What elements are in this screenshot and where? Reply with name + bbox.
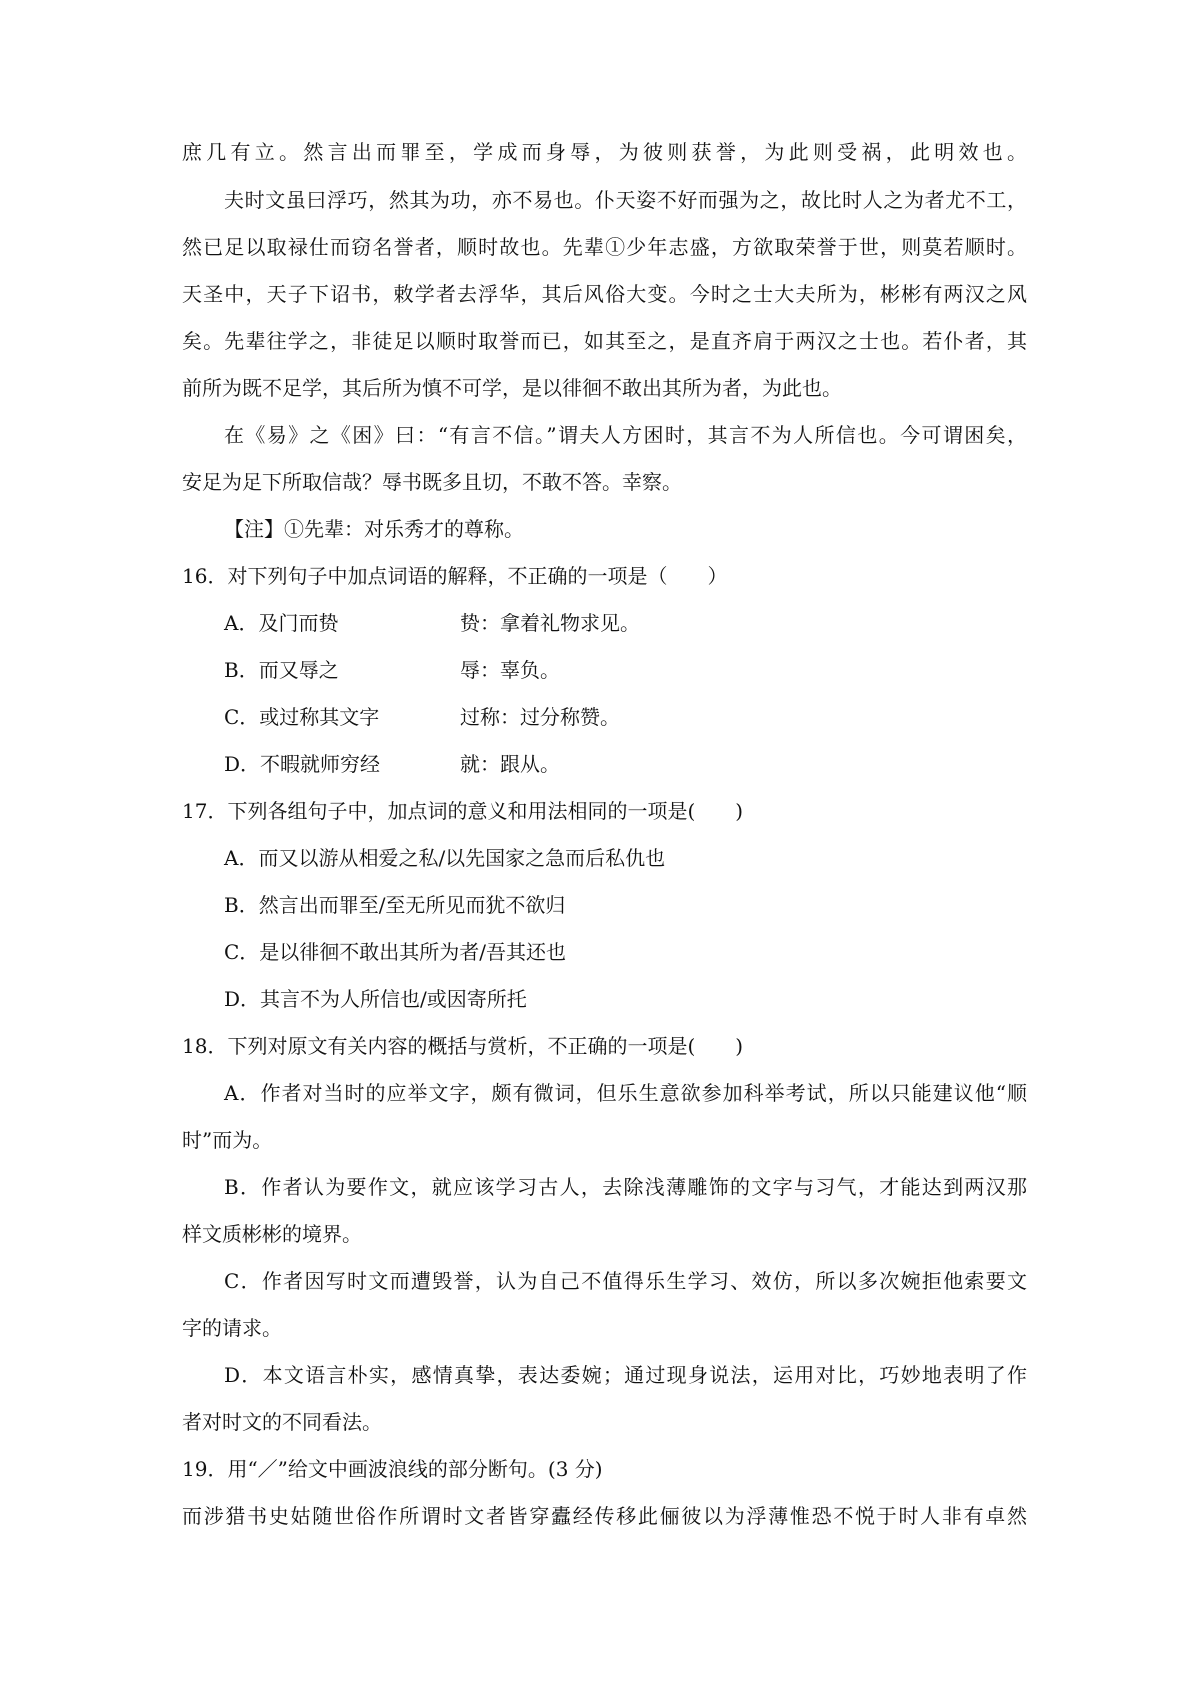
q16-option-gloss: 过称：过分称赞。: [460, 705, 620, 729]
q16-option-text: C．或过称其文字: [224, 705, 380, 729]
note: 【注】①先辈：对乐秀才的尊称。: [224, 517, 524, 541]
question-16-stem: 16．对下列句子中加点词语的解释，不正确的一项是（ ）: [182, 564, 728, 588]
q17-option: C．是以徘徊不敢出其所为者/吾其还也: [224, 940, 567, 964]
q16-option: [224, 608, 1069, 638]
q16-option-gloss: 就：跟从。: [460, 752, 560, 776]
q16-option: [224, 702, 1069, 732]
q18-option-d-line: 者对时文的不同看法。: [182, 1410, 382, 1434]
passage-line: 安足为足下所取信哉？辱书既多且切，不敢不答。幸察。: [182, 470, 682, 494]
q16-option: [224, 749, 1069, 779]
q16-option-text: A．及门而贽: [224, 611, 339, 635]
q18-option-c-line: C．作者因写时文而遭毁誉，认为自己不值得乐生学习、效仿，所以多次婉拒他索要文: [224, 1269, 1027, 1293]
q16-option: [224, 655, 1069, 685]
q16-option-text: D．不暇就师穷经: [224, 752, 381, 776]
q17-option: A．而又以游从相爱之私/以先国家之急而后私仇也: [224, 846, 666, 870]
passage-line: 然已足以取禄仕而窃名誉者，顺时故也。先辈①少年志盛，方欲取荣誉于世，则莫若顺时。: [182, 235, 1027, 259]
q18-option-d-line: D．本文语言朴实，感情真挚，表达委婉；通过现身说法，运用对比，巧妙地表明了作: [224, 1363, 1027, 1387]
question-19-stem: 19．用“／”给文中画波浪线的部分断句。(3 分): [182, 1457, 603, 1481]
passage-line: 前所为既不足学，其后所为慎不可学，是以徘徊不敢出其所为者，为此也。: [182, 376, 842, 400]
question-18-stem: 18．下列对原文有关内容的概括与赏析，不正确的一项是( ): [182, 1034, 744, 1058]
passage-line: 矣。先辈往学之，非徒足以顺时取誉而已，如其至之，是直齐肩于两汉之士也。若仆者，其: [182, 329, 1027, 353]
question-19-text: 而涉猎书史姑随世俗作所谓时文者皆穿蠹经传移此俪彼以为浮薄惟恐不悦于时人非有卓然: [182, 1504, 1027, 1528]
q18-option-a-line: 时”而为。: [182, 1128, 273, 1152]
q16-option-gloss: 贽：拿着礼物求见。: [460, 611, 640, 635]
q18-option-b-line: 样文质彬彬的境界。: [182, 1222, 362, 1246]
q18-option-b-line: B．作者认为要作文，就应该学习古人，去除浅薄雕饰的文字与习气，才能达到两汉那: [224, 1175, 1027, 1199]
q16-option-gloss: 辱：辜负。: [460, 658, 560, 682]
passage-line: 庶几有立。然言出而罪至，学成而身辱，为彼则获誉，为此则受祸，此明效也。: [182, 140, 1027, 164]
question-17-stem: 17．下列各组句子中，加点词的意义和用法相同的一项是( ): [182, 799, 744, 823]
passage-line: 在《易》之《困》曰：“有言不信。”谓夫人方困时，其言不为人所信也。今可谓困矣，: [224, 423, 1027, 447]
q17-option: B．然言出而罪至/至无所见而犹不欲归: [224, 893, 566, 917]
q18-option-c-line: 字的请求。: [182, 1316, 282, 1340]
q17-option: D．其言不为人所信也/或因寄所托: [224, 987, 527, 1011]
q16-option-text: B．而又辱之: [224, 658, 339, 682]
passage-line: 夫时文虽曰浮巧，然其为功，亦不易也。仆天姿不好而强为之，故比时人之为者尤不工，: [224, 188, 1027, 212]
q18-option-a-line: A．作者对当时的应举文字，颇有微词，但乐生意欲参加科举考试，所以只能建议他“顺: [224, 1081, 1027, 1105]
passage-line: 天圣中，天子下诏书，敕学者去浮华，其后风俗大变。今时之士大夫所为，彬彬有两汉之风: [182, 282, 1027, 306]
